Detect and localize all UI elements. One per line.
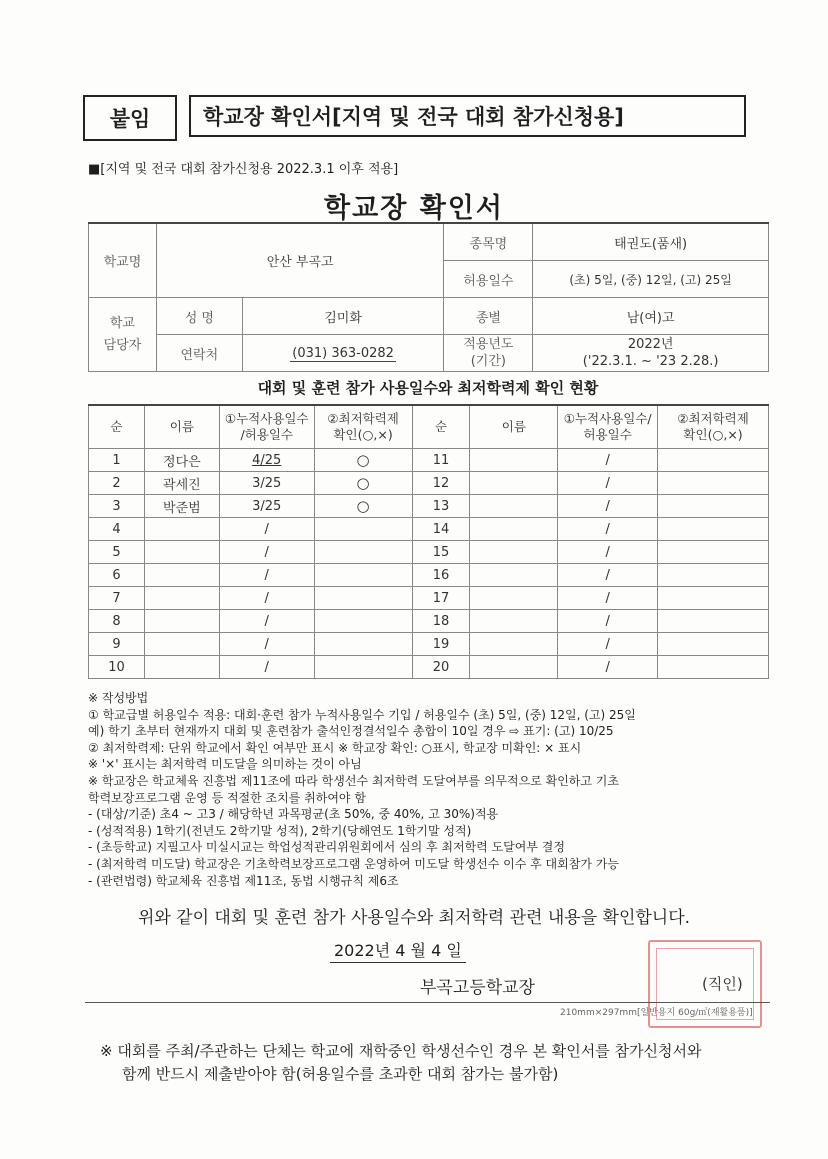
header-no-left: 순 [89, 405, 145, 449]
table-row [89, 564, 769, 587]
cell-left-check [314, 587, 412, 610]
cell-left-name: 곽세진 [144, 472, 219, 495]
instruction-line: ※ '×' 표시는 최저학력 미도달을 의미하는 것이 아님 [88, 757, 362, 772]
cell-right-check [658, 656, 769, 679]
document-title: 학교장 확인서 [324, 193, 504, 224]
instruction-line: ① 학교급별 허용일수 적용: 대회·훈련 참가 누적사용일수 기입 / 허용일수 (초) 5일, (중) 12일, (고) 25일 [88, 707, 636, 722]
header-min-right-1: ②최저학력제 [677, 411, 749, 426]
cell-right-check [658, 472, 769, 495]
instruction-line: - (최저학력 미도달) 학교장은 기초학력보장프로그램 운영하여 미도달 학생선수 이수 후 대회참가 가능 [88, 856, 619, 871]
cell-right-name [470, 656, 558, 679]
cell-right-name [470, 633, 558, 656]
header-days-right-2: 허용일수 [583, 427, 632, 442]
cell-right-name [470, 564, 558, 587]
cell-right-name [470, 541, 558, 564]
cell-right-days: / [558, 587, 658, 610]
days-value: (초) 5일, (중) 12일, (고) 25일 [533, 261, 769, 298]
year-cell [533, 335, 769, 372]
header-min-right [658, 405, 769, 449]
cell-left-days: 4/25 [219, 449, 314, 472]
contact-value: (031) 363-0282 [292, 345, 394, 361]
cell-right-no: 11 [412, 449, 470, 472]
cell-left-days: 3/25 [219, 495, 314, 518]
instruction-line: ※ 학교장은 학교체육 진흥법 제11조에 따라 학생선수 최저학력 도달여부를 의무적으로 확인하고 기초 [88, 773, 619, 788]
instruction-line: ※ 작성방법 [88, 691, 149, 705]
cell-right-no: 18 [412, 610, 470, 633]
header-days-left-2: /허용일수 [240, 427, 293, 442]
cell-right-check [658, 564, 769, 587]
instruction-line: - (대상/기준) 초4 ~ 고3 / 해당학년 과목평균(초 50%, 중 40%, 고 30%)적용 [88, 807, 499, 822]
cell-left-days: / [219, 587, 314, 610]
school-value: 안산 부곡고 [156, 223, 444, 298]
principal-title: 부곡고등학교장 [420, 978, 535, 998]
cell-right-no: 16 [412, 564, 470, 587]
attachment-tag [83, 95, 177, 141]
instruction-line: 학력보장프로그램 운영 등 적절한 조치를 취하여야 함 [88, 790, 366, 805]
school-info-table [88, 222, 769, 372]
submission-note [100, 1040, 780, 1086]
cell-left-name [144, 610, 219, 633]
header-name-right: 이름 [470, 405, 558, 449]
cell-right-check [658, 587, 769, 610]
cell-left-check [314, 564, 412, 587]
scope-note: ■[지역 및 전국 대회 참가신청용 2022.3.1 이후 적용] [88, 162, 399, 177]
cell-left-no: 2 [89, 472, 145, 495]
name-label: 성 명 [156, 298, 242, 335]
cell-left-name [144, 633, 219, 656]
manager-label-2: 담당자 [103, 337, 142, 353]
name-value: 김미화 [242, 298, 444, 335]
cell-right-days: / [558, 518, 658, 541]
year-label-2: (기간) [470, 354, 506, 369]
cell-right-days: / [558, 633, 658, 656]
cell-left-days: / [219, 633, 314, 656]
instruction-line: 예) 학기 초부터 현재까지 대회 및 훈련참가 출석인정결석일수 총합이 10일 경우 ⇨ 표기: (고) 10/25 [88, 724, 614, 739]
confirmation-statement: 위와 같이 대회 및 훈련 참가 사용일수와 최저학력 관련 내용을 확인합니다. [137, 908, 691, 928]
cell-right-no: 13 [412, 495, 470, 518]
manager-label [89, 298, 157, 372]
cell-left-check [314, 633, 412, 656]
cell-left-days: / [219, 518, 314, 541]
cell-right-check [658, 610, 769, 633]
cell-right-name [470, 518, 558, 541]
gender-value: 남(여)고 [533, 298, 769, 335]
cell-right-name [470, 495, 558, 518]
cell-left-no: 10 [89, 656, 145, 679]
header-min-left [314, 405, 412, 449]
gender-label: 종별 [444, 298, 533, 335]
instruction-line: ② 최저학력제: 단위 학교에서 확인 여부만 표시 ※ 학교장 확인: ○표시, 학교장 미확인: × 표시 [88, 740, 582, 755]
cell-left-check [314, 518, 412, 541]
cell-right-check [658, 495, 769, 518]
cell-right-no: 19 [412, 633, 470, 656]
cell-right-name [470, 449, 558, 472]
header-days-left-1: ①누적사용일수 [224, 411, 309, 426]
cell-right-name [470, 472, 558, 495]
instruction-line: - (성적적용) 1학기(전년도 2학기말 성적), 2학기(당해연도 1학기말 성적) [88, 823, 472, 838]
cell-left-name [144, 541, 219, 564]
cell-right-days: / [558, 541, 658, 564]
cell-right-days: / [558, 495, 658, 518]
cell-right-days: / [558, 564, 658, 587]
cell-left-check [314, 656, 412, 679]
table-row [89, 633, 769, 656]
header-days-right-1: ①누적사용일수/ [563, 411, 652, 426]
year-period: ('22.3.1. ~ '23 2.28.) [582, 354, 719, 369]
header-days-left [219, 405, 314, 449]
cell-right-no: 15 [412, 541, 470, 564]
instruction-line: - (관련법령) 학교체육 진흥법 제11조, 동법 시행규칙 제6조 [88, 873, 399, 888]
cell-left-name [144, 656, 219, 679]
paper-spec: 210mm×297mm[일반용지 60g/㎡(재활용품)] [560, 1008, 753, 1018]
table-row [89, 541, 769, 564]
cell-left-no: 1 [89, 449, 145, 472]
status-section-title: 대회 및 훈련 참가 사용일수와 최저학력제 확인 현황 [257, 379, 599, 397]
seal-label: (직인) [702, 975, 743, 993]
cell-left-days: 3/25 [219, 472, 314, 495]
cell-left-name [144, 587, 219, 610]
cell-right-no: 14 [412, 518, 470, 541]
cell-left-days: / [219, 656, 314, 679]
school-label: 학교명 [89, 223, 157, 298]
submission-note-line-2: 함께 반드시 제출받아야 함(허용일수를 초과한 대회 참가는 불가함) [122, 1065, 559, 1083]
cell-left-name: 박준범 [144, 495, 219, 518]
cell-right-name [470, 610, 558, 633]
cell-right-days: / [558, 610, 658, 633]
table-row [89, 518, 769, 541]
roster-table [88, 404, 769, 679]
cell-left-check [314, 610, 412, 633]
cell-left-check [314, 541, 412, 564]
cell-left-no: 6 [89, 564, 145, 587]
cell-left-name: 정다은 [144, 449, 219, 472]
instruction-line: - (초등학교) 지필고사 미실시교는 학업성적관리위원회에서 심의 후 최저학력 도달여부 결정 [88, 840, 565, 855]
cell-right-no: 20 [412, 656, 470, 679]
event-value: 태권도(품새) [533, 223, 769, 261]
cell-right-check [658, 633, 769, 656]
cell-right-name [470, 587, 558, 610]
cell-left-name [144, 518, 219, 541]
table-row [89, 449, 769, 472]
cell-left-check: ○ [314, 495, 412, 518]
cell-left-check: ○ [314, 472, 412, 495]
header-name-left: 이름 [144, 405, 219, 449]
manager-label-1: 학교 [109, 315, 135, 331]
cell-left-no: 3 [89, 495, 145, 518]
cell-right-no: 12 [412, 472, 470, 495]
cell-left-no: 7 [89, 587, 145, 610]
year-label-1: 적용년도 [463, 337, 514, 352]
cell-left-no: 8 [89, 610, 145, 633]
cell-right-days: / [558, 472, 658, 495]
contact-cell [242, 335, 444, 372]
cell-right-check [658, 449, 769, 472]
cell-left-no: 9 [89, 633, 145, 656]
header-min-left-1: ②최저학력제 [327, 411, 399, 426]
contact-label: 연락처 [156, 335, 242, 372]
cell-left-check: ○ [314, 449, 412, 472]
cell-right-no: 17 [412, 587, 470, 610]
issue-date: 2022년 4 월 4 일 [330, 938, 466, 963]
cell-left-days: / [219, 541, 314, 564]
cell-left-days: / [219, 564, 314, 587]
cell-left-days: / [219, 610, 314, 633]
cell-left-no: 4 [89, 518, 145, 541]
cell-right-days: / [558, 449, 658, 472]
table-row [89, 656, 769, 679]
table-row [89, 587, 769, 610]
year-label [444, 335, 533, 372]
instructions [88, 690, 778, 889]
cell-right-check [658, 541, 769, 564]
event-label: 종목명 [444, 223, 533, 261]
year-value: 2022년 [627, 337, 674, 352]
cell-left-name [144, 564, 219, 587]
table-row [89, 610, 769, 633]
table-row [89, 472, 769, 495]
header-title: 학교장 확인서[지역 및 전국 대회 참가신청용] [203, 105, 624, 129]
header-min-left-2: 확인(○,×) [333, 427, 393, 442]
submission-note-line-1: ※ 대회를 주최/주관하는 단체는 학교에 재학중인 학생선수인 경우 본 확인서를 참가신청서와 [100, 1042, 702, 1060]
divider [85, 1002, 770, 1003]
cell-left-no: 5 [89, 541, 145, 564]
header-title-box [189, 95, 746, 137]
header-min-right-2: 확인(○,×) [683, 427, 743, 442]
days-label: 허용일수 [444, 261, 533, 298]
cell-right-check [658, 518, 769, 541]
header-days-right [558, 405, 658, 449]
table-row [89, 495, 769, 518]
header-no-right: 순 [412, 405, 470, 449]
attachment-tag-label: 붙임 [109, 107, 151, 131]
cell-right-days: / [558, 656, 658, 679]
